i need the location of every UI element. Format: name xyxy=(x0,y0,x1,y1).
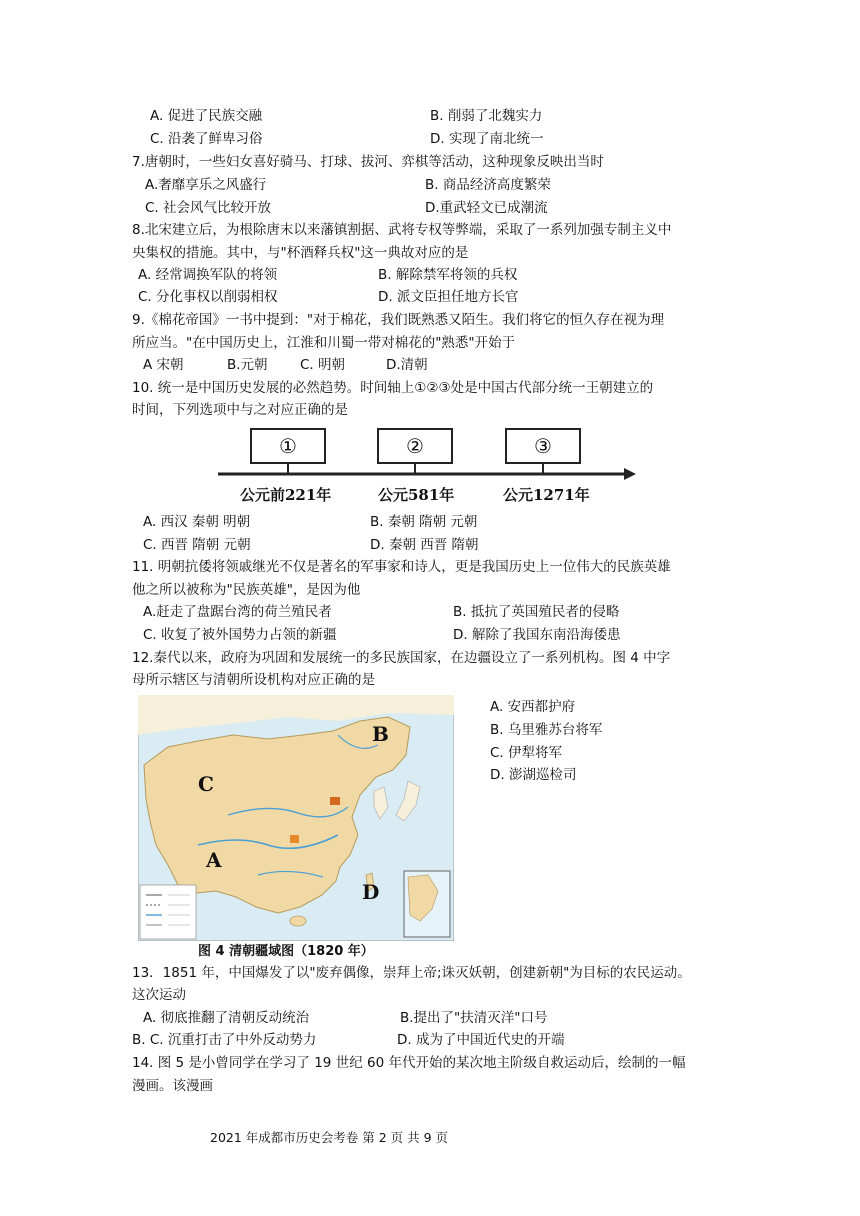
map-letter-a: A xyxy=(206,848,222,872)
timeline-box-3: ③ xyxy=(505,428,581,464)
q10-option-d: D. 秦朝 西晋 隋朝 xyxy=(370,537,479,553)
q11-option-a: A.赶走了盘踞台湾的荷兰殖民者 xyxy=(143,604,332,620)
map-letter-d: D xyxy=(362,880,380,904)
q9-option-a: A 宋朝 xyxy=(143,357,184,373)
q6-option-d: D. 实现了南北统一 xyxy=(430,131,544,147)
timeline-label-2: 公元581年 xyxy=(378,486,455,504)
q7-option-a: A.奢靡享乐之风盛行 xyxy=(145,177,267,193)
q11-stem-line2: 他之所以被称为"民族英雄"，是因为他 xyxy=(132,582,361,598)
q7-option-b: B. 商品经济高度繁荣 xyxy=(425,177,551,193)
q8-option-a: A. 经常调换军队的将领 xyxy=(138,267,278,283)
map-caption: 图 4 清朝疆域图（1820 年） xyxy=(198,944,374,959)
q6-option-a: A. 促进了民族交融 xyxy=(150,108,263,124)
q10-stem-line2: 时间，下列选项中与之对应正确的是 xyxy=(132,402,348,418)
q8-option-c: C. 分化事权以削弱相权 xyxy=(138,289,278,305)
q13-stem-line2: 这次运动 xyxy=(132,987,186,1003)
timeline-label-1: 公元前221年 xyxy=(240,486,332,504)
q13-option-c: B. C. 沉重打击了中外反动势力 xyxy=(132,1032,317,1048)
q9-stem-line1: 9.《棉花帝国》一书中提到："对于棉花，我们既熟悉又陌生。我们将它的恒久存在视为理 xyxy=(132,312,665,328)
q8-option-d: D. 派文臣担任地方长官 xyxy=(378,289,519,305)
q10-stem-line1: 10. 统一是中国历史发展的必然趋势。时间轴上①②③处是中国古代部分统一王朝建立的 xyxy=(132,380,654,396)
timeline-label-3: 公元1271年 xyxy=(503,486,590,504)
q9-option-d: D.清朝 xyxy=(386,357,428,373)
q12-stem-line1: 12.秦代以来，政府为巩固和发展统一的多民族国家，在边疆设立了一系列机构。图 4 中字 xyxy=(132,650,671,666)
map-letter-b: B xyxy=(372,722,389,746)
q12-option-b: B. 乌里雅苏台将军 xyxy=(490,722,603,738)
q9-option-c: C. 明朝 xyxy=(300,357,346,373)
q8-option-b: B. 解除禁军将领的兵权 xyxy=(378,267,518,283)
page-footer: 2021 年成都市历史会考卷 第 2 页 共 9 页 xyxy=(210,1130,449,1145)
q11-option-d: D. 解除了我国东南沿海倭患 xyxy=(453,627,621,643)
q11-stem-line1: 11. 明朝抗倭将领戚继光不仅是著名的军事家和诗人，更是我国历史上一位伟大的民族英雄 xyxy=(132,559,671,575)
q7-option-c: C. 社会风气比较开放 xyxy=(145,200,272,216)
q7-stem: 7.唐朝时，一些妇女喜好骑马、打球、拔河、弈棋等活动，这种现象反映出当时 xyxy=(132,154,604,170)
q12-option-a: A. 安西都护府 xyxy=(490,699,576,715)
q8-stem-line2: 央集权的措施。其中，与"杯酒释兵权"这一典故对应的是 xyxy=(132,245,469,261)
q6-option-b: B. 削弱了北魏实力 xyxy=(430,108,543,124)
q9-option-b: B.元朝 xyxy=(227,357,268,373)
q8-stem-line1: 8.北宋建立后，为根除唐末以来藩镇割据、武将专权等弊端，采取了一系列加强专制主义中 xyxy=(132,222,672,238)
q11-option-b: B. 抵抗了英国殖民者的侵略 xyxy=(453,604,620,620)
q12-stem-line2: 母所示辖区与清朝所设机构对应正确的是 xyxy=(132,672,375,688)
q13-option-a: A. 彻底推翻了清朝反动统治 xyxy=(143,1010,310,1026)
q12-option-c: C. 伊犁将军 xyxy=(490,745,563,761)
q13-option-d: D. 成为了中国近代史的开端 xyxy=(397,1032,565,1048)
q6-option-c: C. 沿袭了鲜卑习俗 xyxy=(150,131,263,147)
q7-option-d: D.重武轻文已成潮流 xyxy=(425,200,548,216)
q14-stem-line1: 14. 图 5 是小曾同学在学习了 19 世纪 60 年代开始的某次地主阶级自救运动后，绘制的一幅 xyxy=(132,1055,686,1071)
map-letter-c: C xyxy=(198,772,214,796)
q13-stem-line1: 13．1851 年，中国爆发了以"废弃偶像，崇拜上帝;诛灭妖朝，创建新朝"为目标的农民运动。 xyxy=(132,965,691,981)
q14-stem-line2: 漫画。该漫画 xyxy=(132,1078,213,1094)
timeline-box-2: ② xyxy=(377,428,453,464)
q10-option-a: A. 西汉 秦朝 明朝 xyxy=(143,514,251,530)
timeline-box-1: ① xyxy=(250,428,326,464)
q9-stem-line2: 所应当。"在中国历史上，江淮和川蜀一带对棉花的"熟悉"开始于 xyxy=(132,335,516,351)
timeline-axis xyxy=(218,466,638,482)
qing-territory-map xyxy=(138,695,454,941)
q11-option-c: C. 收复了被外国势力占领的新疆 xyxy=(143,627,337,643)
q10-option-b: B. 秦朝 隋朝 元朝 xyxy=(370,514,478,530)
q12-option-d: D. 澎湖巡检司 xyxy=(490,767,577,783)
q10-option-c: C. 西晋 隋朝 元朝 xyxy=(143,537,251,553)
q13-option-b: B.提出了"扶清灭洋"口号 xyxy=(400,1010,548,1026)
